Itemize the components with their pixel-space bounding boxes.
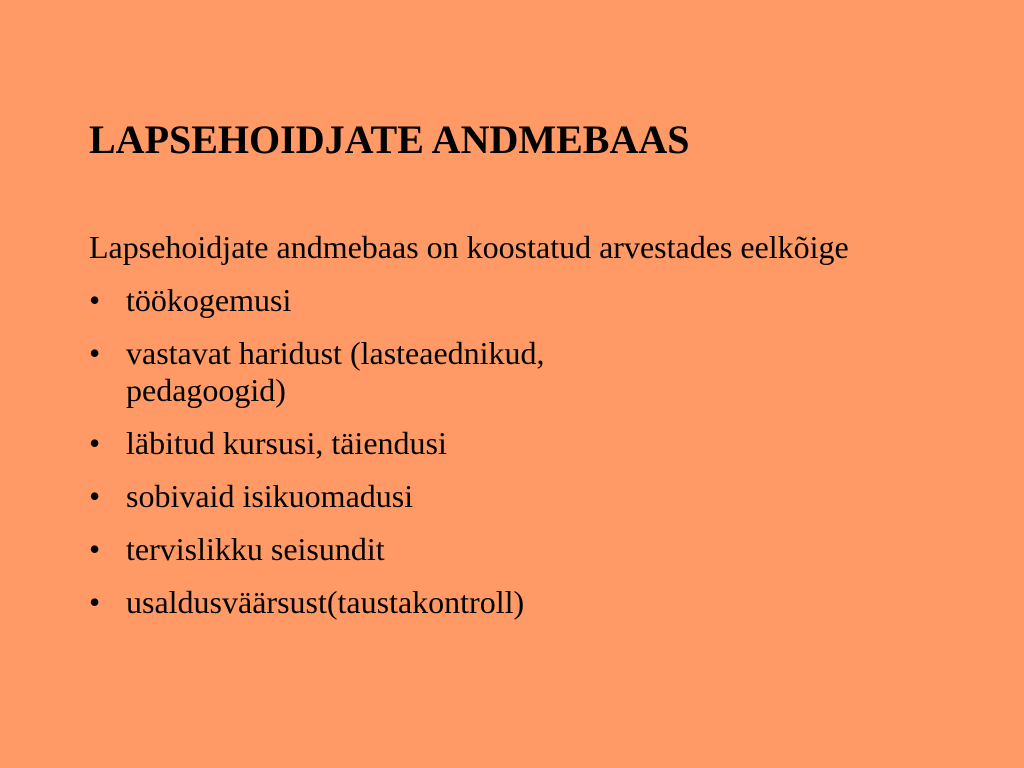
list-item-text: tervislikku seisundit: [126, 531, 385, 567]
list-item-text: usaldusväärsust(taustakontroll): [126, 584, 525, 620]
slide-title: LAPSEHOIDJATE ANDMEBAAS: [89, 117, 690, 162]
list-item: [89, 282, 949, 319]
bullet-icon: •: [89, 584, 101, 620]
list-item: [89, 335, 949, 409]
intro-text: Lapsehoidjate andmebaas on koostatud arvestades eelkõige: [89, 229, 849, 265]
list-item-text: läbitud kursusi, täiendusi: [126, 425, 447, 461]
list-item-text-line2: pedagoogid): [126, 372, 286, 408]
list-item-text: töökogemusi: [126, 282, 292, 318]
list-item: [89, 425, 949, 462]
bullet-icon: •: [89, 478, 101, 514]
list-item-text: sobivaid isikuomadusi: [126, 478, 414, 514]
list-item: [89, 478, 949, 515]
list-item: [89, 531, 949, 568]
bullet-icon: •: [89, 335, 101, 371]
bullet-icon: •: [89, 425, 101, 461]
list-item: [89, 584, 949, 621]
list-item-text-line1: vastavat haridust (lasteaednikud,: [126, 335, 545, 371]
slide-body: [89, 229, 949, 637]
bullet-icon: •: [89, 531, 101, 567]
bullet-list: [89, 282, 949, 621]
bullet-icon: •: [89, 282, 101, 318]
